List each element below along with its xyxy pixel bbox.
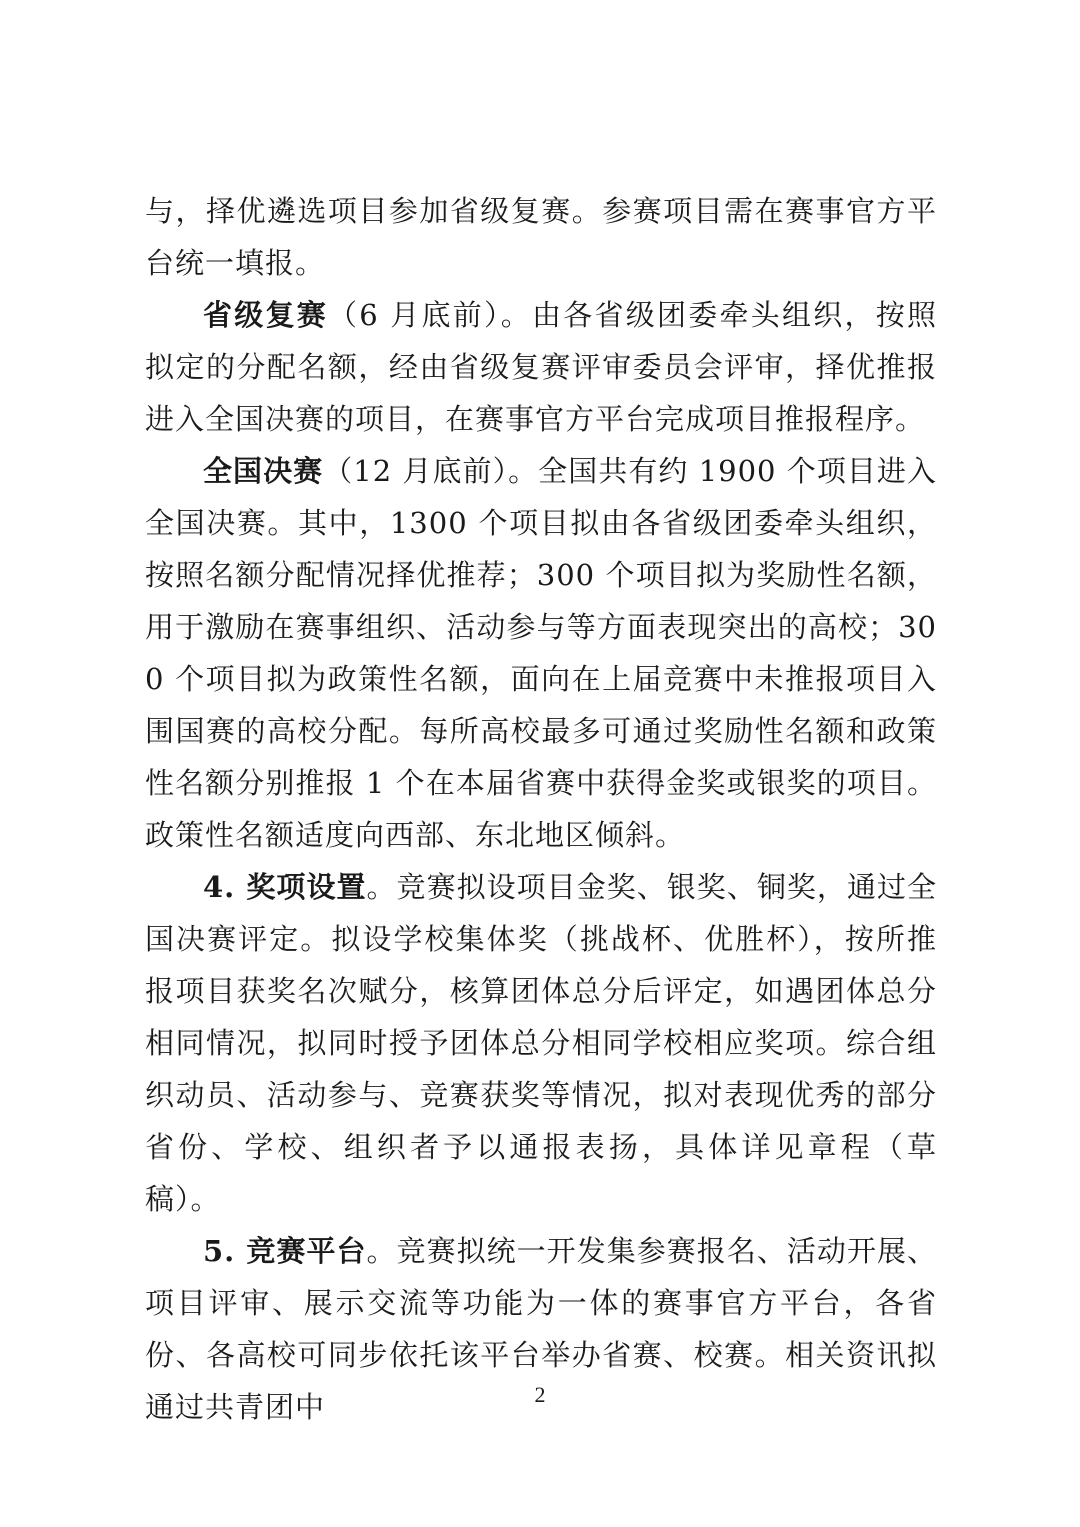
paragraph-text: 与，择优遴选项目参加省级复赛。参赛项目需在赛事官方平台统一填报。 bbox=[145, 194, 937, 280]
paragraph-lead: 省级复赛 bbox=[203, 298, 329, 332]
paragraph-continuation bbox=[145, 185, 937, 289]
paragraph-national-final bbox=[145, 445, 937, 861]
paragraph-text: 。竞赛拟统一开发集参赛报名、活动开展、项目评审、展示交流等功能为一体的赛事官方平台，各省份、各高校可同步依托该平台举办省赛、校赛。相关资讯拟通过共青团中 bbox=[145, 1234, 937, 1424]
paragraph-provincial-semifinal bbox=[145, 289, 937, 445]
paragraph-lead: 4. 奖项设置 bbox=[203, 870, 367, 904]
document-body bbox=[145, 185, 937, 1433]
paragraph-text: 。竞赛拟设项目金奖、银奖、铜奖，通过全国决赛评定。拟设学校集体奖（挑战杯、优胜杯），按所推报项目获奖名次赋分，核算团体总分后评定，如遇团体总分相同情况，拟同时授予团体总分相同学校相应奖项。综合组织动员、活动参与、竞赛获奖等情况，拟对表现优秀的部分省份、学校、组织者予以通报表扬，具体详见章程（草稿）。 bbox=[145, 870, 937, 1216]
page-number: 2 bbox=[534, 1382, 546, 1407]
paragraph-text: （6 月底前）。由各省级团委牵头组织，按照拟定的分配名额，经由省级复赛评审委员会评审，择优推报进入全国决赛的项目，在赛事官方平台完成项目推报程序。 bbox=[145, 298, 937, 436]
paragraph-lead: 全国决赛 bbox=[203, 454, 324, 488]
paragraph-text: （12 月底前）。全国共有约 1900 个项目进入全国决赛。其中，1300 个项目拟由各省级团委牵头组织，按照名额分配情况择优推荐；300 个项目拟为奖励性名额，用于激励在赛事组织、活动参与等方面表现突出的高校；300 个项目拟为政策性名额，面向在上届竞赛中未推报项目入围国赛的高校分配。每所高校最多可通过奖励性名额和政策性名额分别推报 1 个在本届省赛中获得金奖或银奖的项目。政策性名额适度向西部、东北地区倾斜。 bbox=[145, 454, 937, 852]
paragraph-lead: 5. 竞赛平台 bbox=[203, 1234, 367, 1268]
paragraph-award-settings bbox=[145, 861, 937, 1225]
